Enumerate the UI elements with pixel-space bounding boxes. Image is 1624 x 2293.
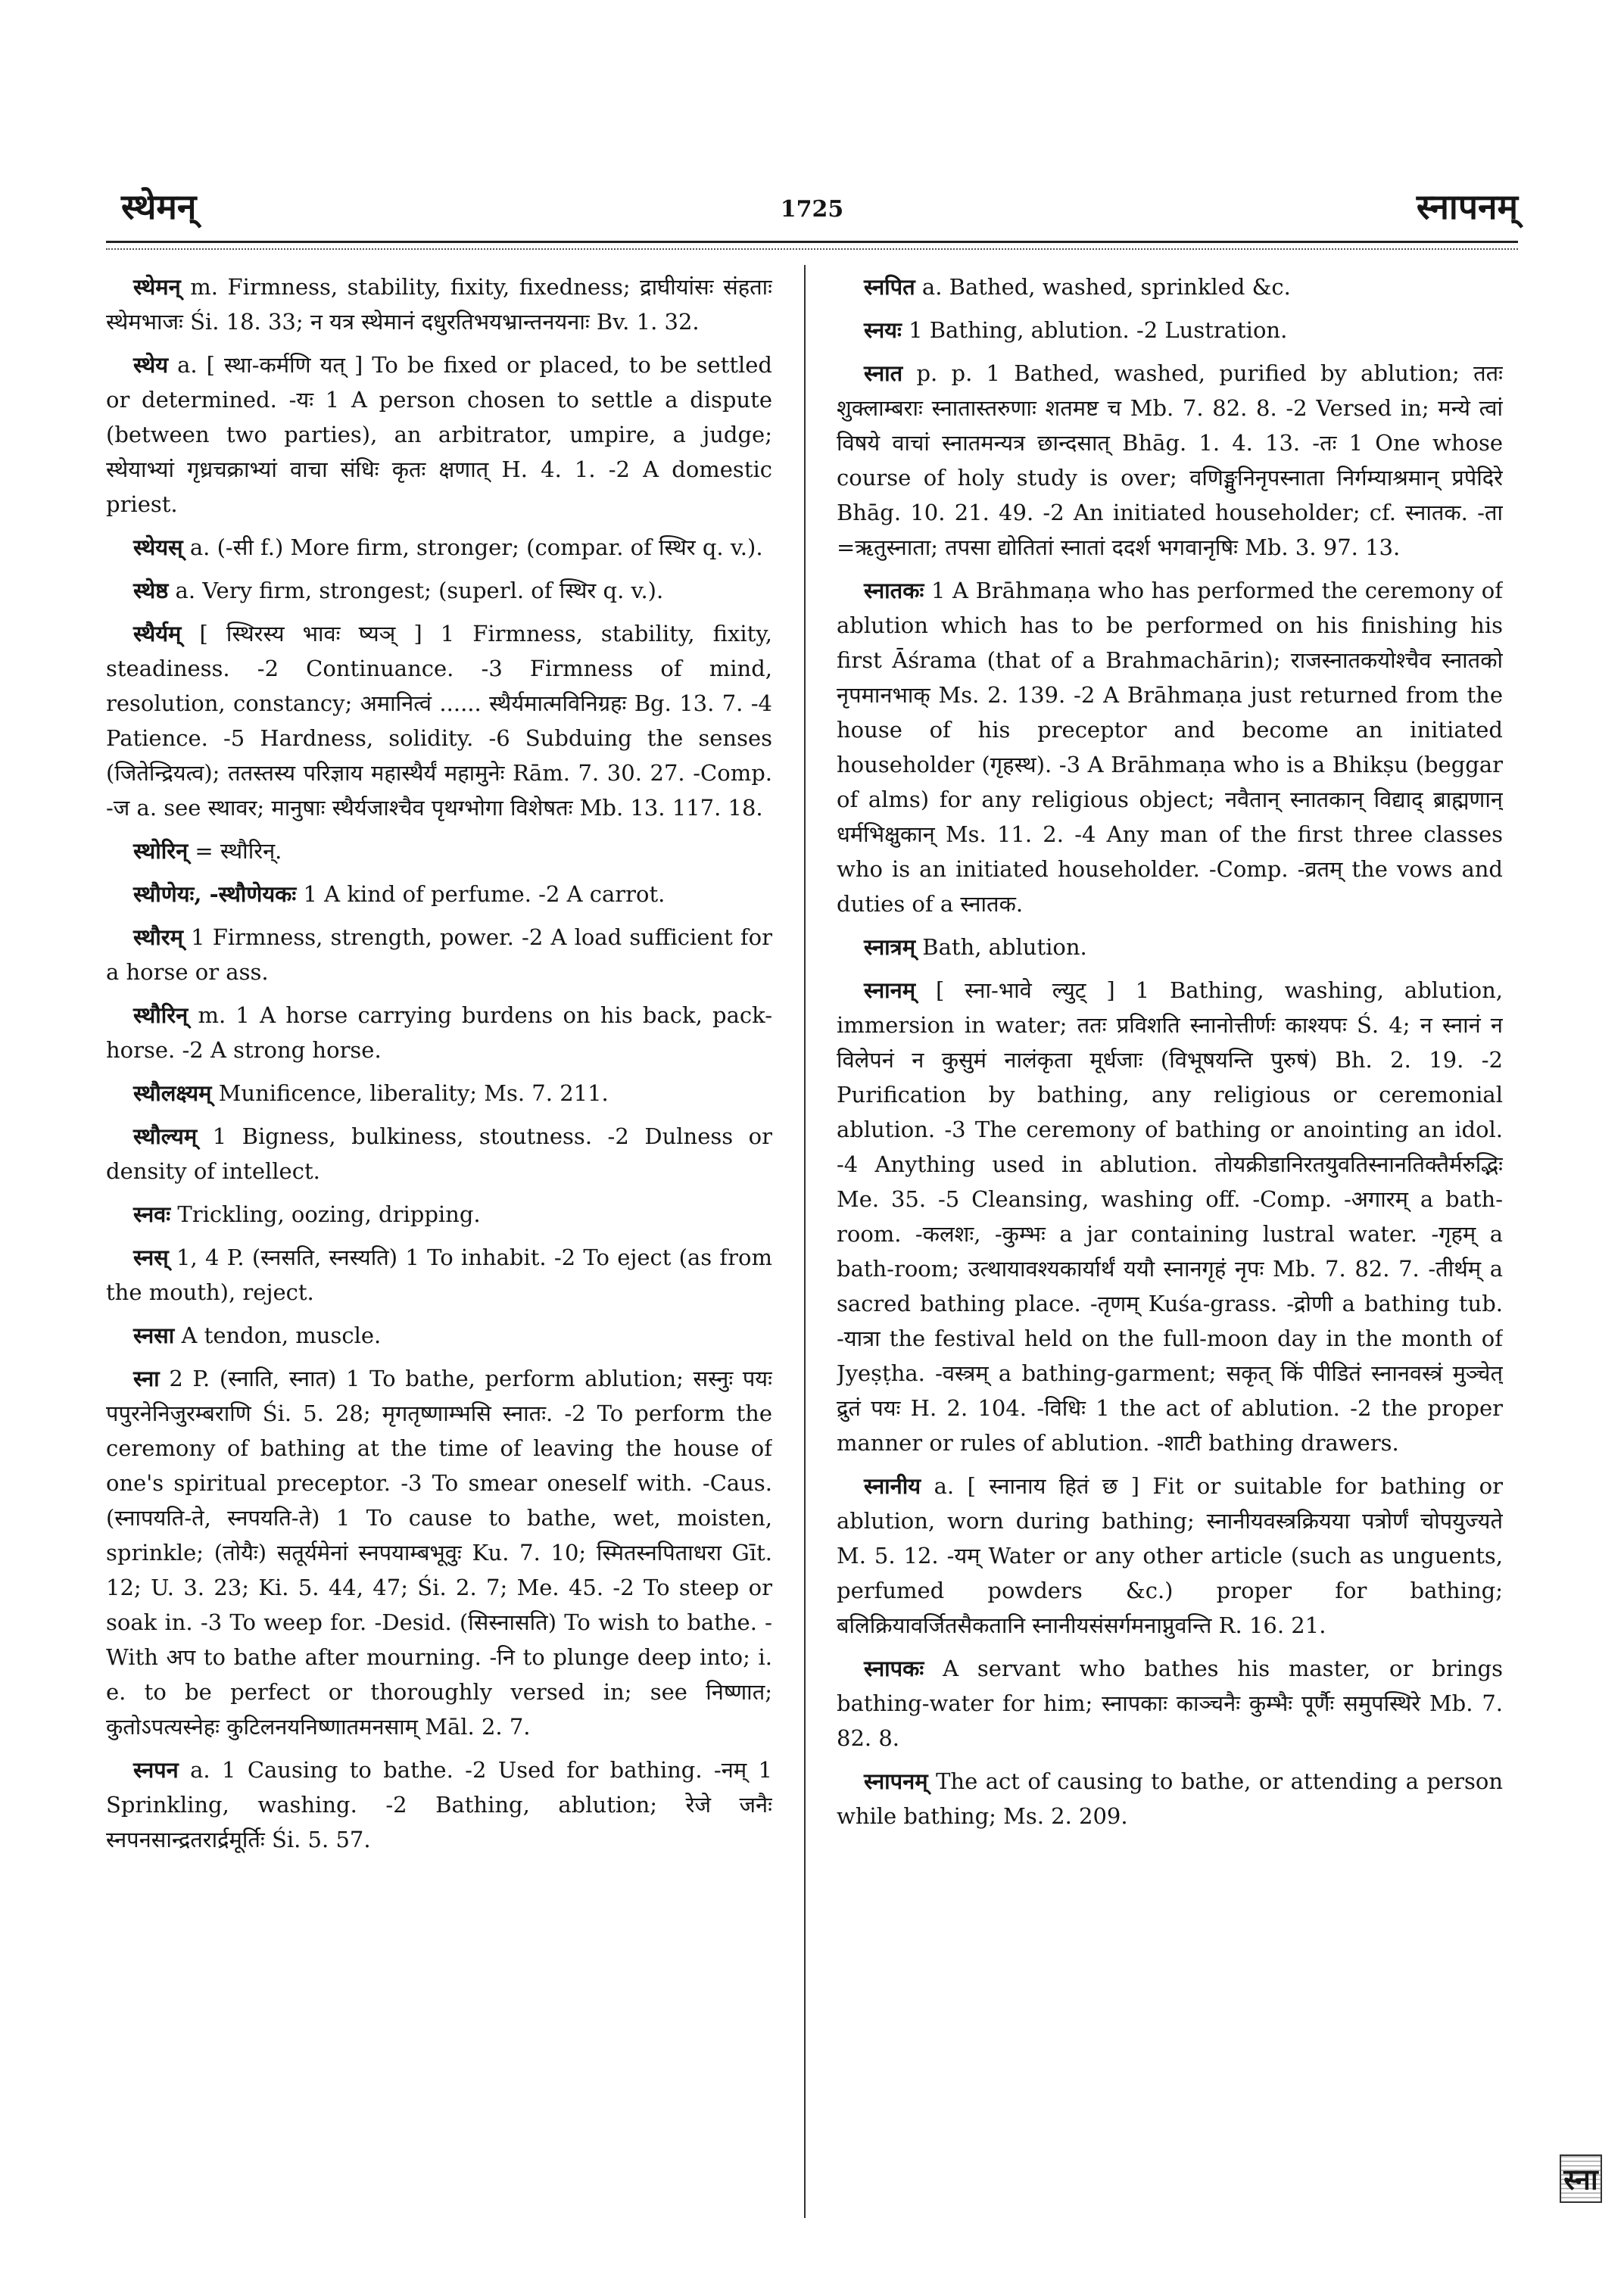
entry-definition: a. 1 Causing to bathe. -2 Used for bathing. -नम् 1 Sprinkling, washing. -2 Bathing, ablution; रेजे जनैः स्नपनसान्द्रतरार्द्रमूर्तिः Śi. 5. 57.: [106, 1757, 772, 1852]
entry-definition: = स्थौरिन्.: [188, 838, 282, 864]
entry-headword: स्नापकः: [864, 1656, 924, 1681]
dictionary-entry: [106, 920, 772, 989]
entry-headword: स्थौरिन्: [133, 1002, 189, 1028]
header-right-headword: स्नापनम्: [1416, 186, 1518, 227]
dictionary-entry: [106, 1361, 772, 1744]
dictionary-entry: [106, 1197, 772, 1232]
entry-headword: स्नवः: [133, 1201, 171, 1227]
dictionary-entry: [837, 573, 1503, 921]
entry-definition: m. 1 A horse carrying burdens on his back, pack-horse. -2 A strong horse.: [106, 1002, 772, 1063]
entry-definition: [ स्थिरस्य भावः ष्यञ् ] 1 Firmness, stability, fixity, steadiness. -2 Continuance. -3 Firmness of mind, resolution, constancy; अमानित्वं ...... स्थैर्यमात्मविनिग्रहः Bg. 13. 7. -4 Patience. -5 Hardness, solidity. -6 Subduing the senses (जितेन्द्रियत्व); ततस्तस्य परिज्ञाय महास्थैर्यं महामुनेः Rām. 7. 30. 27. -Comp. -ज a. see स्थावर; मानुषाः स्थैर्यजाश्चैव पृथग्भोगा विशेषतः Mb. 13. 117. 18.: [106, 621, 772, 821]
dictionary-entry: [837, 269, 1503, 304]
entry-headword: स्नयः: [864, 317, 902, 343]
entry-headword: स्थेय: [133, 352, 169, 378]
entry-headword: स्नातकः: [864, 578, 924, 603]
right-column: [837, 269, 1503, 2207]
header-dotted-rule: [106, 248, 1518, 250]
entry-definition: 1 Firmness, strength, power. -2 A load sufficient for a horse or ass.: [106, 924, 772, 985]
page-number: 1725: [780, 196, 844, 223]
dictionary-entry: [837, 930, 1503, 964]
entry-definition: a. [ स्नानाय हितं छ ] Fit or suitable for bathing or ablution, worn during bathing; स्नानीयवस्त्रक्रियया पत्रोर्णं चोपयुज्यते M. 5. 12. -यम् Water or any other article (such as unguents, perfumed powders &c.) proper for bathing; बलिक्रियावर्जितसैकतानि स्नानीयसंसर्गमनाप्नुवन्ति R. 16. 21.: [837, 1473, 1503, 1638]
entry-headword: स्थौणेयः, -स्थौणेयकः: [133, 881, 297, 907]
entry-headword: स्नपित: [864, 274, 915, 300]
entry-headword: स्थौल्यम्: [133, 1123, 198, 1149]
dictionary-entry: [106, 877, 772, 911]
entry-definition: a. [ स्था-कर्मणि यत् ] To be fixed or placed, to be settled or determined. -यः 1 A person chosen to settle a dispute (between two parties), an arbitrator, umpire, a judge; स्थेयाभ्यां गृध्रचक्राभ्यां वाचा संधिः कृतः क्षणात् H. 4. 1. -2 A domestic priest.: [106, 352, 772, 517]
entry-definition: p. p. 1 Bathed, washed, purified by ablution; ततः शुक्लाम्बराः स्नातास्तरुणाः शतमष्ट च Mb. 7. 82. 8. -2 Versed in; मन्ये त्वां विषये वाचां स्नातमन्यत्र छान्दसात् Bhāg. 1. 4. 13. -तः 1 One whose course of holy study is over; वणिङ्मुनिनृपस्नाता निर्गम्याश्रमान् प्रपेदिरे Bhāg. 10. 21. 49. -2 An initiated householder; cf. स्नातक. -ता =ऋतुस्नाता; तपसा द्योतितां स्नातां ददर्श भगवानृषिः Mb. 3. 97. 13.: [837, 360, 1503, 560]
dictionary-entry: [106, 998, 772, 1067]
dictionary-entry: [837, 1469, 1503, 1643]
entry-definition: a. (-सी f.) More firm, stronger; (compar. of स्थिर q. v.).: [182, 534, 763, 560]
dictionary-entry: [106, 616, 772, 825]
header-rule: [106, 241, 1518, 243]
entry-headword: स्थौरम्: [133, 924, 183, 950]
entry-headword: स्नापनम्: [864, 1768, 928, 1794]
entry-definition: 2 P. (स्नाति, स्नात) 1 To bathe, perform ablution; सस्नुः पयः पपुरनेनिजुरम्बराणि Śi. 5. 28; मृगतृष्णाम्भसि स्नातः. -2 To perform the ceremony of bathing at the time of leaving the house of one's spiritual preceptor. -3 To smear oneself with. -Caus. (स्नापयति-ते, स्नपयति-ते) 1 To cause to bathe, wet, moisten, sprinkle; (तोयैः) सतूर्यमेनां स्नपयाम्बभूवुः Ku. 7. 10; स्मितस्नपिताधरा Gīt. 12; U. 3. 23; Ki. 5. 44, 47; Śi. 2. 7; Me. 45. -2 To steep or soak in. -3 To weep for. -Desid. (सिस्नासति) To wish to bathe. -With अप to bathe after mourning. -नि to plunge deep into; i. e. to be perfect or thoroughly versed in; see निष्णात; कुतोऽपत्यस्नेहः कुटिलनयनिष्णातमनसाम् Māl. 2. 7.: [106, 1366, 772, 1740]
dictionary-entry: [106, 573, 772, 608]
left-column: [106, 269, 772, 2207]
dictionary-entry: [837, 1764, 1503, 1833]
entry-definition: Trickling, oozing, dripping.: [170, 1201, 481, 1227]
entry-headword: स्थेमन्: [133, 274, 181, 300]
entry-headword: स्थैर्यम्: [133, 621, 182, 646]
entry-definition: 1, 4 P. (स्नसति, स्नस्यति) 1 To inhabit. -2 To eject (as from the mouth), reject.: [106, 1245, 772, 1305]
entry-definition: 1 A Brāhmaṇa who has performed the ceremony of ablution which has to be performed on his finishing his first Āśrama (that of a Brahmachārin); राजस्नातकयोश्चैव स्नातको नृपमानभाक् Ms. 2. 139. -2 A Brāhmaṇa just returned from the house of his preceptor and become an initiated householder (गृहस्थ). -3 A Brāhmaṇa who is a Bhikṣu (beggar of alms) for any religious object; नवैतान् स्नातकान् विद्याद् ब्राह्मणान् धर्मभिक्षुकान् Ms. 11. 2. -4 Any man of the first three classes who is an initiated householder. -Comp. -व्रतम् the vows and duties of a स्नातक.: [837, 578, 1503, 917]
entry-headword: स्नात्रम्: [864, 934, 916, 960]
dictionary-entry: [837, 1651, 1503, 1756]
entry-definition: [ स्ना-भावे ल्युट् ] 1 Bathing, washing, ablution, immersion in water; ततः प्रविशति स्नानोत्तीर्णः काश्यपः Ś. 4; न स्नानं न विलेपनं न कुसुमं नालंकृता मूर्धजाः (विभूषयन्ति पुरुषं) Bh. 2. 19. -2 Purification by bathing, any religious or ceremonial ablution. -3 The ceremony of bathing or anointing an idol. -4 Anything used in ablution. तोयक्रीडानिरतयुवतिस्नानतिक्तैर्मरुद्भिः Me. 35. -5 Cleansing, washing off. -Comp. -अगारम् a bath-room. -कलशः, -कुम्भः a jar containing lustral water. -गृहम् a bath-room; उत्थायावश्यकार्यार्थं ययौ स्नानगृहं नृपः Mb. 7. 82. 7. -तीर्थम् a sacred bathing place. -तृणम् Kuśa-grass. -द्रोणी a bathing tub. -यात्रा the festival held on the full-moon day in the month of Jyeṣṭha. -वस्त्रम् a bathing-garment; सकृत् किं पीडितं स्नानवस्त्रं मुञ्चेत् द्रुतं पयः H. 2. 104. -विधिः 1 the act of ablution. -2 the proper manner or rules of ablution. -शाटी bathing drawers.: [837, 977, 1503, 1456]
entry-definition: m. Firmness, stability, fixity, fixedness; द्राघीयांसः संहताः स्थेमभाजः Śi. 18. 33; न यत्र स्थेमानं दधुरतिभयभ्रान्तनयनाः Bv. 1. 32.: [106, 274, 772, 335]
entry-headword: स्थोरिन्: [133, 838, 189, 864]
dictionary-entry: [106, 1752, 772, 1857]
entry-definition: a. Very firm, strongest; (superl. of स्थिर q. v.).: [168, 578, 664, 603]
entry-definition: A servant who bathes his master, or brings bathing-water for him; स्नापकाः काञ्चनैः कुम्भैः पूर्णैः समुपस्थिरे Mb. 7. 82. 8.: [837, 1656, 1503, 1751]
entry-definition: a. Bathed, washed, sprinkled &c.: [915, 274, 1291, 300]
dictionary-entry: [837, 356, 1503, 565]
dictionary-entry: [106, 1318, 772, 1353]
entry-headword: स्नानीय: [864, 1473, 921, 1499]
dictionary-entry: [106, 347, 772, 522]
entry-headword: स्नपन: [133, 1757, 179, 1783]
dictionary-entry: [837, 973, 1503, 1460]
entry-headword: स्थौलक्ष्यम्: [133, 1080, 212, 1106]
dictionary-entry: [106, 1119, 772, 1189]
entry-definition: Bath, ablution.: [915, 934, 1087, 960]
entry-definition: A tendon, muscle.: [174, 1323, 382, 1348]
dictionary-entry: [106, 1076, 772, 1111]
entry-headword: स्थेयस्: [133, 534, 183, 560]
column-divider: [804, 265, 806, 2218]
thumb-index-icon: [1560, 2154, 1602, 2203]
dictionary-entry: [106, 833, 772, 868]
entry-definition: The act of causing to bathe, or attending a person while bathing; Ms. 2. 209.: [837, 1768, 1503, 1829]
entry-headword: स्नस्: [133, 1245, 169, 1270]
dictionary-entry: [106, 269, 772, 339]
entry-headword: स्नसा: [133, 1323, 175, 1348]
entry-headword: स्नात: [864, 360, 903, 386]
entry-headword: स्थेष्ठ: [133, 578, 169, 603]
entry-headword: स्नानम्: [864, 977, 916, 1003]
entry-definition: 1 A kind of perfume. -2 A carrot.: [296, 881, 665, 907]
dictionary-entry: [106, 530, 772, 565]
header-left-headword: स्थेमन्: [121, 186, 197, 227]
dictionary-entry: [106, 1240, 772, 1310]
dictionary-entry: [837, 313, 1503, 347]
entry-definition: Munificence, liberality; Ms. 7. 211.: [211, 1080, 609, 1106]
thumb-index-glyph: स्ना: [1563, 2163, 1598, 2196]
entry-definition: 1 Bathing, ablution. -2 Lustration.: [901, 317, 1288, 343]
entry-definition: 1 Bigness, bulkiness, stoutness. -2 Dulness or density of intellect.: [106, 1123, 772, 1184]
entry-headword: स्ना: [133, 1366, 160, 1391]
